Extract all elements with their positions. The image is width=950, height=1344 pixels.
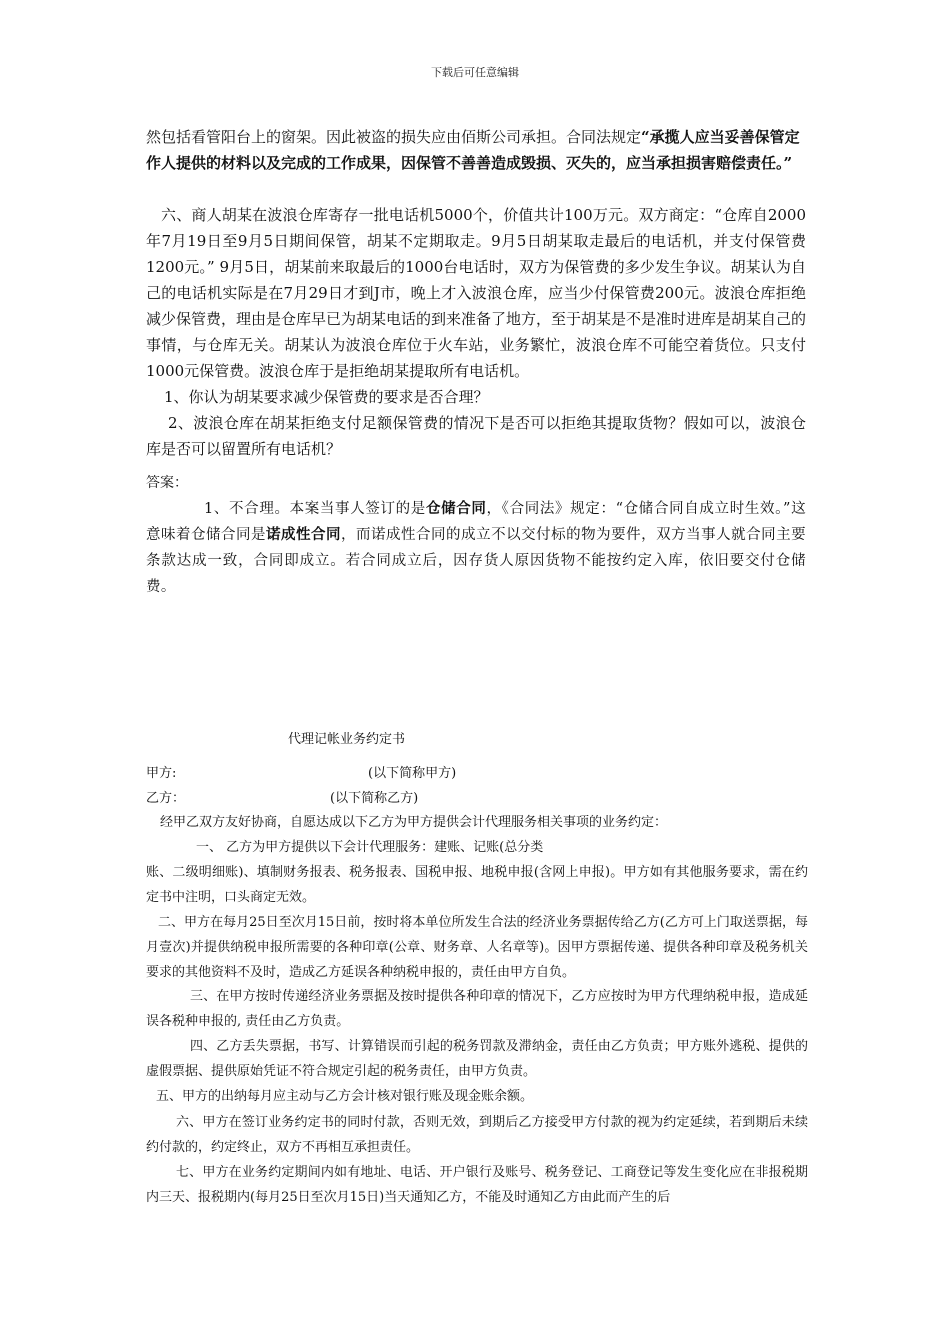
clause-4 bbox=[146, 1034, 808, 1084]
clause-1-line-1: 一、 乙方为甲方提供以下会计代理服务：建账、记账(总分类 bbox=[196, 840, 544, 855]
clause-5-text: 五、甲方的出纳每月应主动与乙方会计核对银行账及现金账余额。 bbox=[156, 1089, 534, 1104]
clause-2-text: 二、甲方在每月25日至次月15日前，按时将本单位所发生合法的经济业务票据传给乙方(乙方可上门取送票据，每月壹次)并提供纳税申报所需要的各种印章(公章、财务章、人名章等)。因甲方票据传递、提供各种印章及税务机关要求的其他资料不及时，造成乙方延误各种纳税申报的，责任由甲方自负。 bbox=[146, 915, 808, 980]
clause-6-text: 六、甲方在签订业务约定书的同时付款，否则无效，到期后乙方接受甲方付款的视为约定延续，若到期后未续约付款的，约定终止，双方不再相互承担责任。 bbox=[146, 1115, 808, 1155]
clause-5 bbox=[146, 1084, 808, 1109]
party-b-label: 乙方： bbox=[146, 791, 186, 806]
clause-3 bbox=[146, 984, 808, 1034]
page-header: 下载后可任意编辑 bbox=[431, 66, 519, 79]
clause-2 bbox=[146, 910, 808, 985]
contract-intro-text: 经甲乙双方友好协商，自愿达成以下乙方为甲方提供会计代理服务相关事项的业务约定： bbox=[160, 815, 668, 830]
clause-4-text: 四、乙方丢失票据，书写、计算错误而引起的税务罚款及滞纳金，责任由乙方负责；甲方账外逃税、提供的虚假票据、提供原始凭证不符合规定引起的税务责任，由甲方负责。 bbox=[146, 1039, 808, 1079]
answer-label: 答案： bbox=[146, 475, 188, 491]
clause-1 bbox=[146, 835, 808, 910]
party-a-hint: (以下简称甲方) bbox=[368, 766, 457, 781]
case-tail-quote: “承揽人应当妥善保管定作人提供的材料以及完成的工作成果，因保管不善善造成毁损、灭失的，应当承担损害赔偿责任。” bbox=[146, 128, 800, 172]
clause-6 bbox=[146, 1110, 808, 1160]
case-six-body: 六、商人胡某在波浪仓库寄存一批电话机5000个，价值共计100万元。双方商定：“仓库自2000年7月19日至9月5日期间保管，胡某不定期取走。9月5日胡某取走最后的电话机，并支付保管费1200元。” 9月5日，胡某前来取最后的1000台电话时，双方为保管费的多少发生争议。胡某认为自己的电话机实际是在7月29日才到J市，晚上才入波浪仓库，应当少付保管费200元。波浪仓库拒绝减少保管费，理由是仓库早已为胡某电话的到来准备了地方，至于胡某是不是准时进库是胡某自己的事情，与仓库无关。胡某认为波浪仓库位于火车站，业务繁忙，波浪仓库不可能空着货位。只支付1000元保管费。波浪仓库于是拒绝胡某提取所有电话机。 bbox=[146, 206, 807, 380]
answer-text-3: ，而诺成性合同的成立不以交付标的物为要件，双方当事人就合同主要条款达成一致，合同即成立。若合同成立后，因存货人原因货物不能按约定入库，依旧要交付仓储费。 bbox=[146, 527, 807, 595]
clause-7-text: 七、甲方在业务约定期间内如有地址、电话、开户银行及账号、税务登记、工商登记等发生变化应在非报税期内三天、报税期内(每月25日至次月15日)当天通知乙方，不能及时通知乙方由此而产生的后 bbox=[146, 1165, 808, 1205]
case-tail-text: 然包括看管阳台上的窗架。因此被盗的损失应由佰斯公司承担。合同法规定 bbox=[146, 128, 642, 146]
case-tail-paragraph bbox=[146, 124, 806, 176]
answer-text-1: 1、不合理。本案当事人签订的是 bbox=[204, 501, 426, 517]
case-six-question-2: 2、波浪仓库在胡某拒绝支付足额保管费的情况下是否可以拒绝其提取货物？假如可以，波浪仓库是否可以留置所有电话机？ bbox=[146, 414, 806, 458]
contract-title: 代理记帐业务约定书 bbox=[288, 732, 406, 747]
answer-bold-2: 诺成性合同 bbox=[266, 526, 342, 543]
clause-1-rest: 账、二级明细账)、填制财务报表、税务报表、国税申报、地税申报(含网上申报)。甲方如有其他服务要求，需在约定书中注明，口头商定无效。 bbox=[146, 865, 808, 905]
clause-7 bbox=[146, 1160, 808, 1210]
party-b-hint: (以下简称乙方) bbox=[330, 791, 419, 806]
answer-paragraph bbox=[146, 496, 806, 600]
case-six bbox=[146, 202, 806, 462]
party-a-line bbox=[146, 762, 457, 781]
party-b-line bbox=[146, 787, 419, 806]
contract-intro bbox=[146, 810, 808, 835]
answer-bold-1: 仓储合同 bbox=[425, 500, 487, 517]
case-six-question-1: 1、你认为胡某要求减少保管费的要求是否合理？ bbox=[164, 388, 489, 406]
party-a-label: 甲方: bbox=[146, 766, 177, 781]
clause-3-text: 三、在甲方按时传递经济业务票据及按时提供各种印章的情况下，乙方应按时为甲方代理纳税申报，造成延误各税种申报的, 责任由乙方负责。 bbox=[146, 989, 808, 1029]
answer-text-2: ，《合同法》规定：“仓储合同自成立时生效。”这意味着仓储合同是 bbox=[146, 501, 806, 543]
